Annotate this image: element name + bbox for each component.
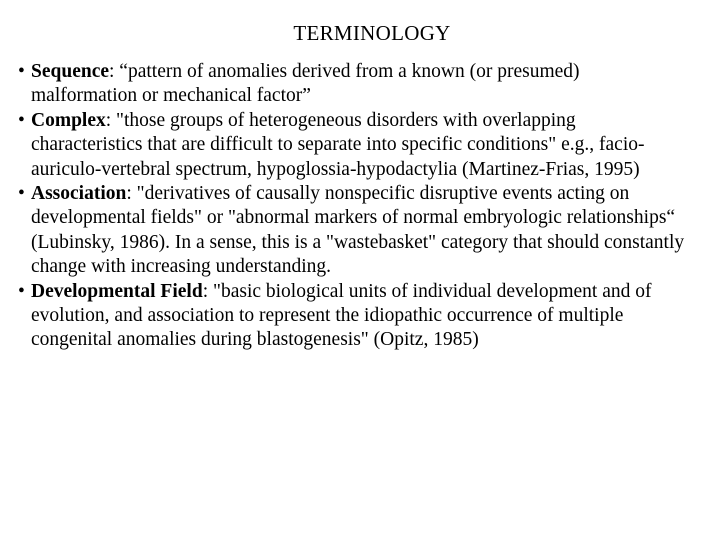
bullet-item-complex [18,109,688,182]
term-association: Association [31,183,127,205]
definition-complex: "those groups of heterogeneous disorders with overlapping characteristics that are difficult to separate into specific conditions" e.g., facio-auriculo-vertebral spectrum, hypoglossia-hypodactylia (Martinez-Frias, 1995) [31,109,645,180]
bullet-icon: • [18,109,25,131]
bullet-item-association [18,182,688,280]
term-sequence: Sequence [31,61,109,82]
term-separator: : [202,280,209,302]
bullet-list [18,60,688,353]
term-complex: Complex [31,109,106,131]
term-separator: : [126,183,132,205]
bullet-item-developmental-field [18,280,688,353]
term-separator: : [109,61,115,82]
bullet-icon: • [18,61,25,82]
slide-title: TERMINOLOGY [293,21,451,45]
term-separator: : [105,109,112,131]
bullet-icon: • [18,280,25,302]
definition-sequence: “pattern of anomalies derived from a known (or presumed) malformation or mechanical factor” [31,61,580,107]
definition-association: "derivatives of causally nonspecific disruptive events acting on developmental fields" or "abnormal markers of normal embryologic relationships“ (Lubinsky, 1986). In a sense, this is a "wastebasket" category that should constantly change with increasing understanding. [31,183,685,278]
bullet-item-sequence [18,60,688,109]
term-developmental-field: Developmental Field [31,280,203,302]
definition-developmental-field: "basic biological units of individual development and of evolution, and association to represent the idiopathic occurrence of multiple congenital anomalies during blastogenesis" (Opitz, 1985) [31,280,652,351]
bullet-icon: • [18,183,25,205]
